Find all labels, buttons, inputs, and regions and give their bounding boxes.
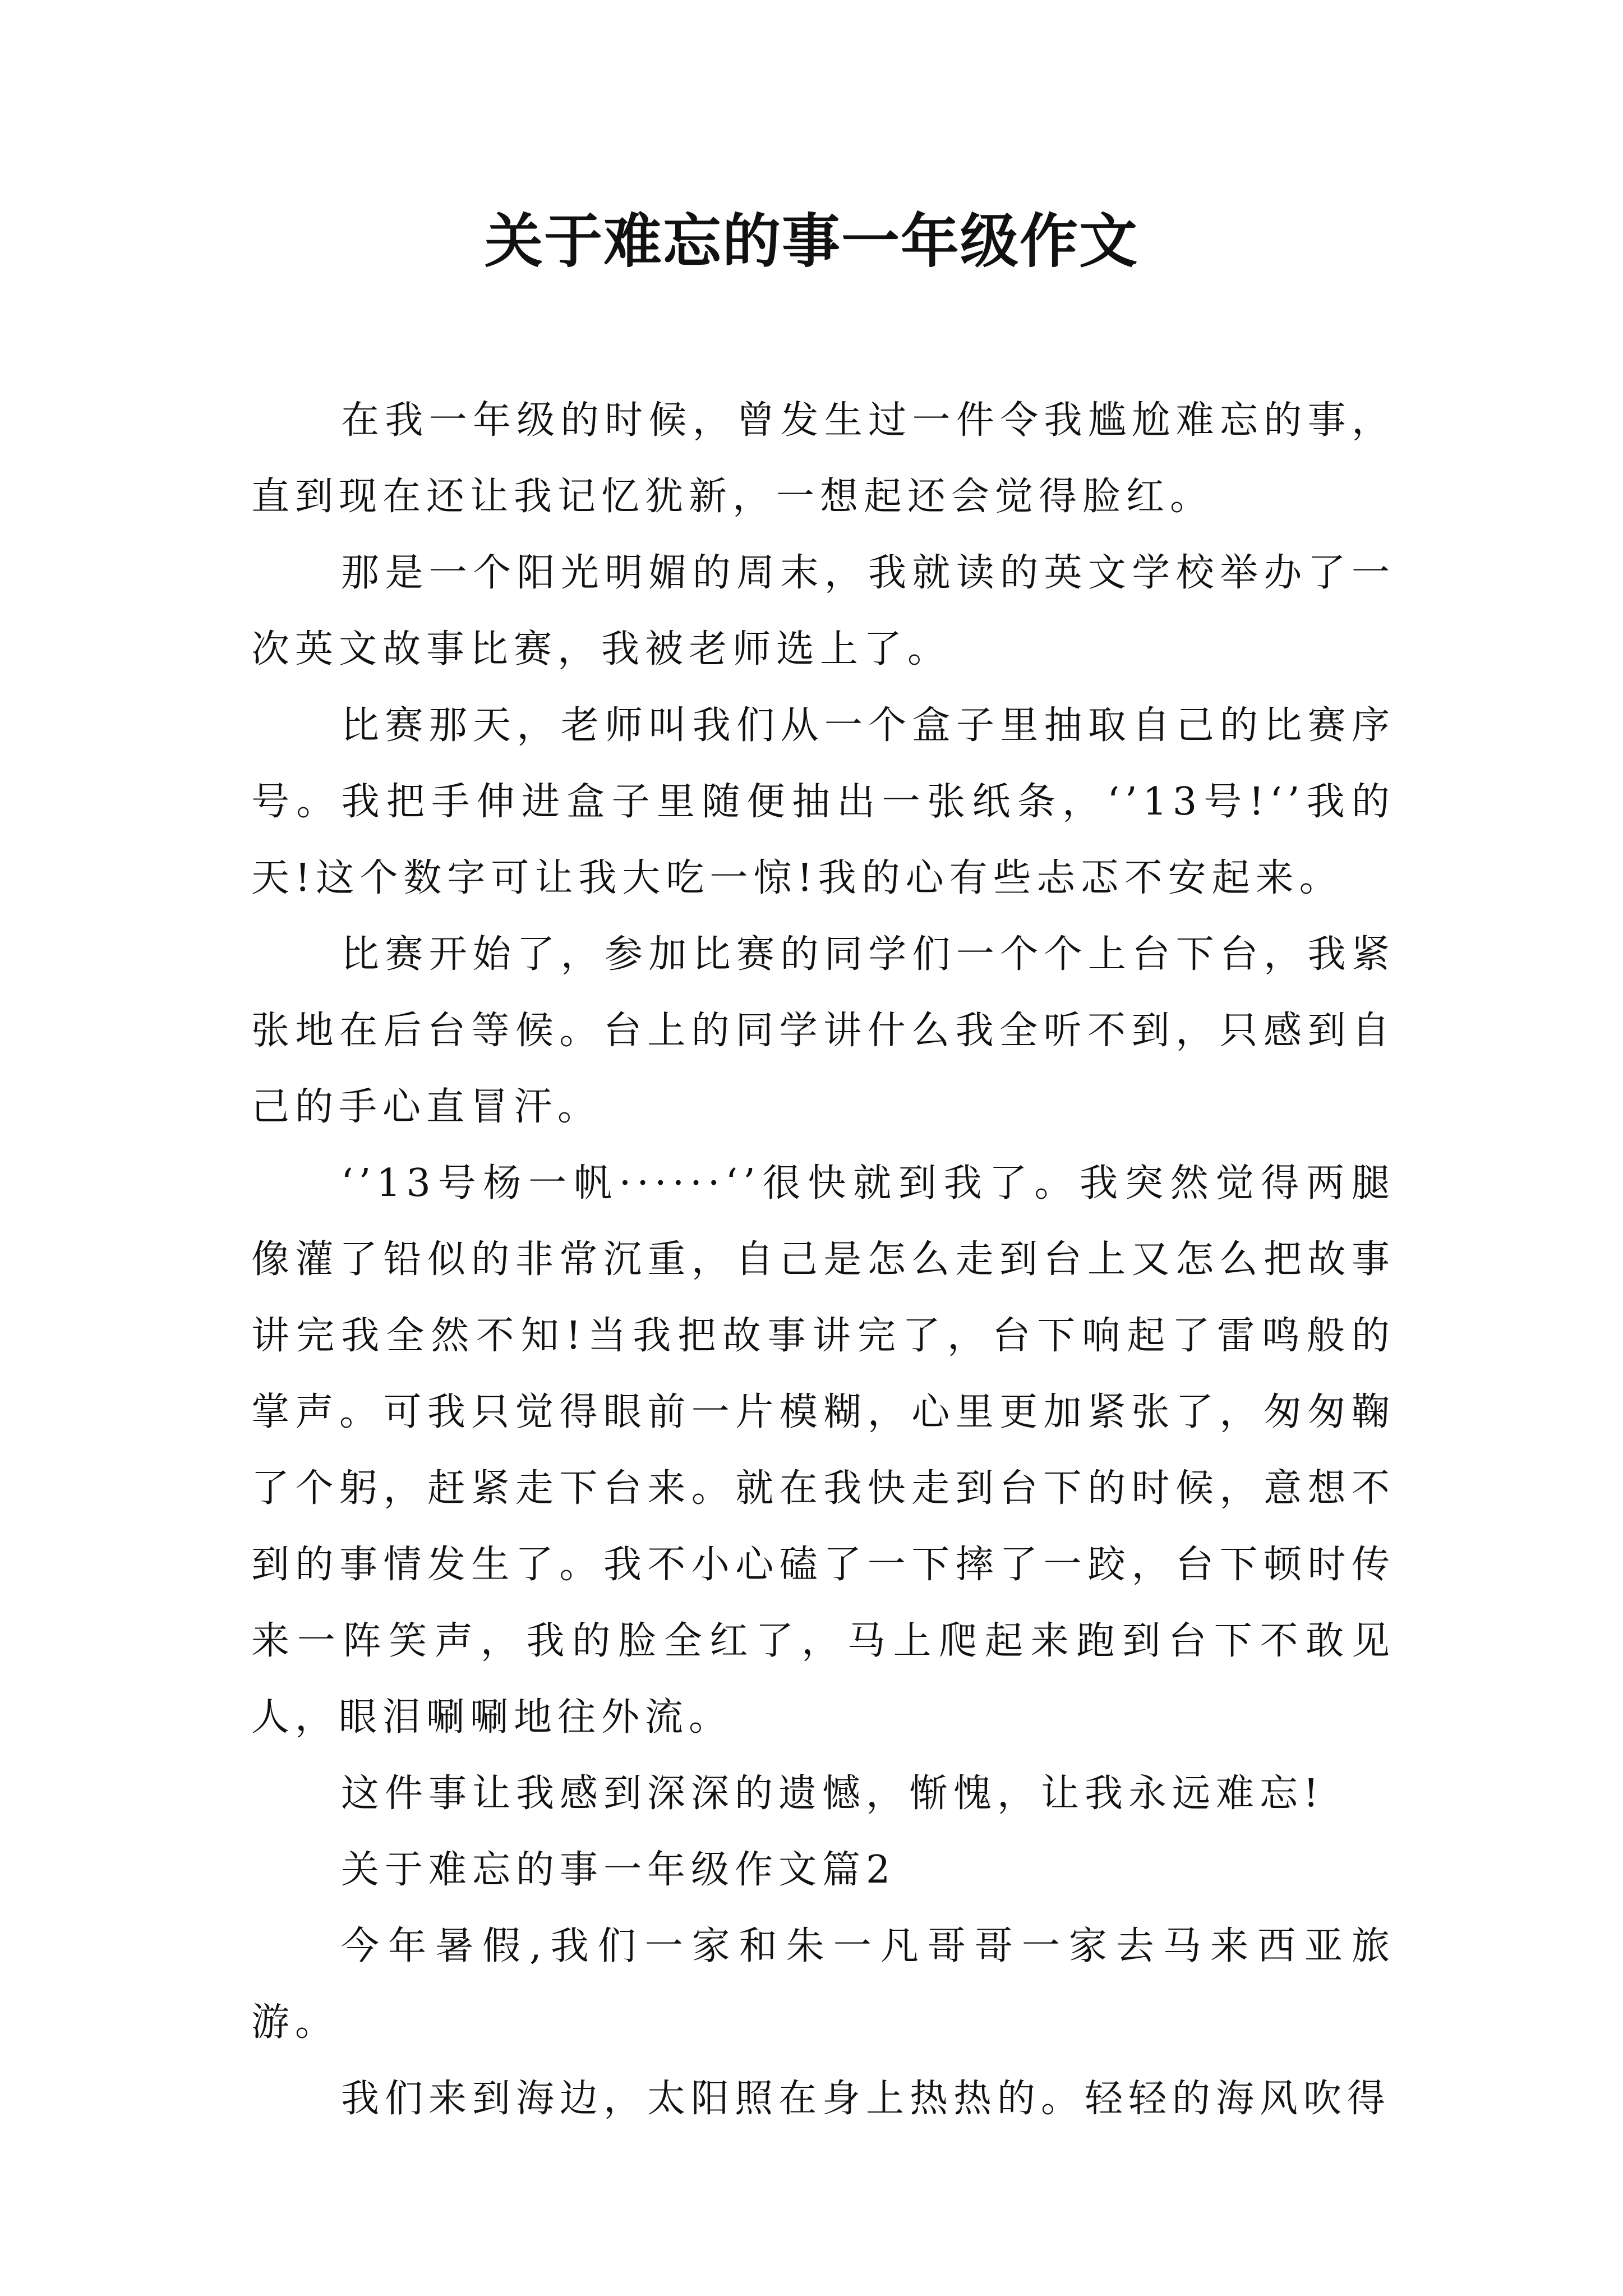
section-heading-2: 关于难忘的事一年级作文篇2	[341, 1848, 896, 1892]
paragraph-8: 我们来到海边，太阳照在身上热热的。轻轻的海风吹得	[341, 2077, 1391, 2121]
paragraph-4: 比赛开始了，参加比赛的同学们一个个上台下台，我紧张地在后台等候。台上的同学讲什么我全听不到，只感到自己的手心直冒汗。	[251, 932, 1395, 1129]
paragraph-5: ‘’13号杨一帆······‘’很快就到我了。我突然觉得两腿像灌了铅似的非常沉重，自己是怎么走到台上又怎么把故事讲完我全然不知!当我把故事讲完了，台下响起了雷鸣般的掌声。可我只觉得眼前一片模糊，心里更加紧张了，匆匆鞠了个躬，赶紧走下台来。就在我快走到台下的时候，意想不到的事情发生了。我不小心磕了一下摔了一跤，台下顿时传来一阵笑声，我的脸全红了，马上爬起来跑到台下不敢见人，眼泪唰唰地往外流。	[251, 1161, 1395, 1740]
paragraph-7: 今年暑假,我们一家和朱一凡哥哥一家去马来西亚旅游。	[251, 1924, 1395, 2045]
paragraph-1: 在我一年级的时候，曾发生过一件令我尴尬难忘的事，直到现在还让我记忆犹新，一想起还会觉得脸红。	[251, 398, 1395, 519]
document-title: 关于难忘的事一年级作文	[484, 206, 1138, 275]
paragraph-3: 比赛那天，老师叫我们从一个盒子里抽取自己的比赛序号。我把手伸进盒子里随便抽出一张纸条，‘’13号!‘’我的天!这个数字可让我大吃一惊!我的心有些忐忑不安起来。	[251, 703, 1395, 900]
document-body	[251, 383, 1395, 2137]
paragraph-2: 那是一个阳光明媚的周末，我就读的英文学校举办了一次英文故事比赛，我被老师选上了。	[251, 551, 1395, 671]
paragraph-6: 这件事让我感到深深的遗憾，惭愧，让我永远难忘!	[341, 1772, 1325, 1816]
